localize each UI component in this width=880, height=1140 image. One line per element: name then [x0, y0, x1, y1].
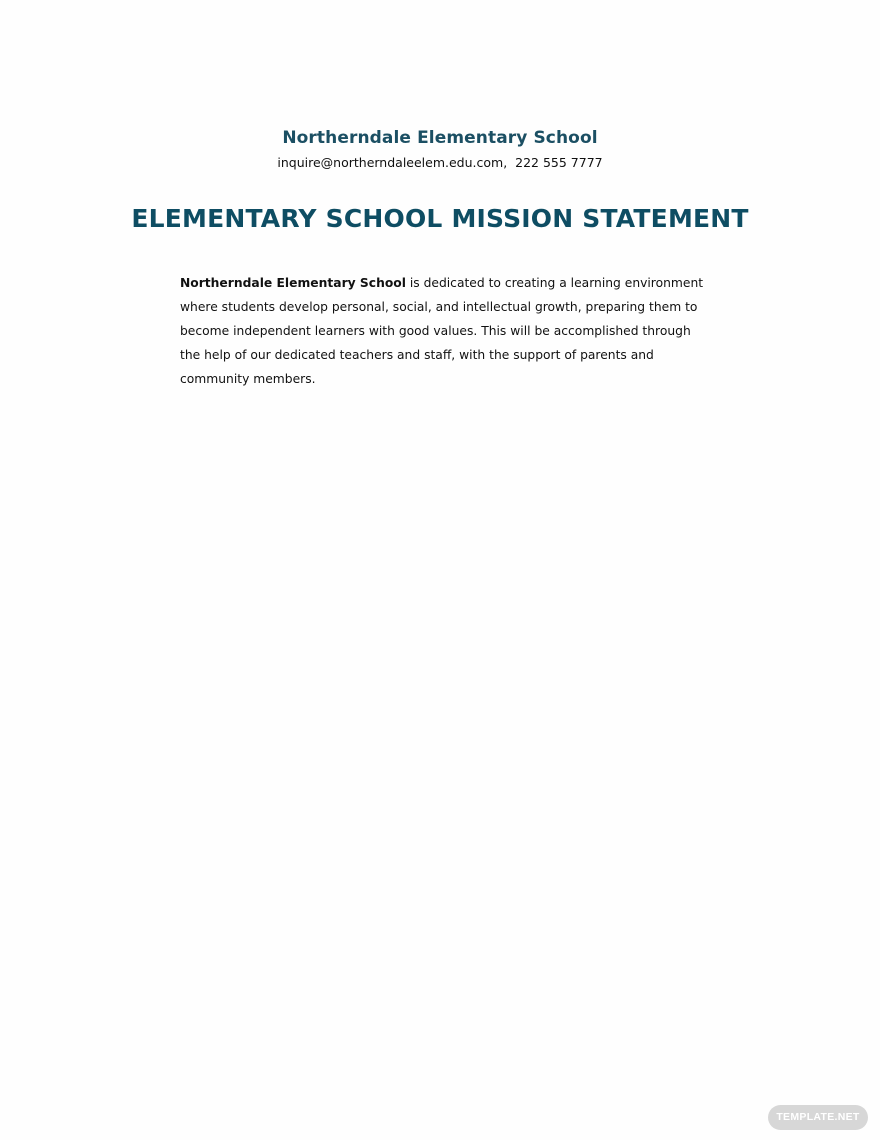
mission-paragraph: [180, 271, 710, 391]
mission-subject: Northerndale Elementary School: [180, 276, 406, 290]
mission-body: is dedicated to creating a learning environment where students develop personal, social, and intellectual growth, preparing them to become independent learners with good values. This will be accomplished through the help of our dedicated teachers and staff, with the support of parents and community members.: [180, 276, 704, 386]
school-name-heading: Northerndale Elementary School: [282, 128, 598, 148]
document-title: ELEMENTARY SCHOOL MISSION STATEMENT: [131, 204, 749, 233]
template-watermark: TEMPLATE.NET: [768, 1105, 868, 1130]
contact-line: inquire@northerndaleelem.edu.com, 222 555 7777: [277, 155, 603, 170]
